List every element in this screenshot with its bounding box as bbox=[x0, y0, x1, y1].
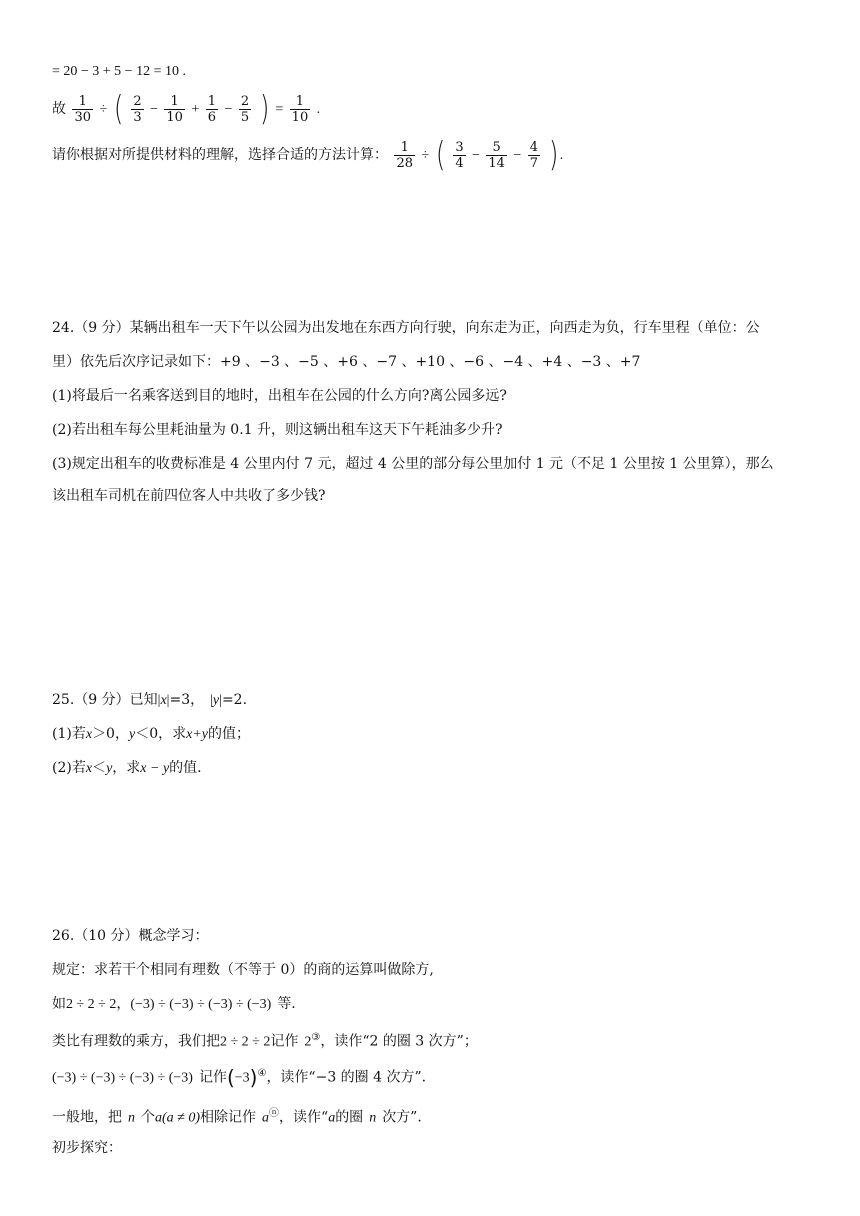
q26-rule: 规定：求若干个相同有理数（不等于 0）的商的运算叫做除方, bbox=[52, 962, 434, 978]
q25-head: 25.（9 分）已知|x|=3， |y|=2. bbox=[52, 692, 248, 708]
q24-line2: 里）依先后次序记录如下：+9 、−3 、−5 、+6 、−7 、+10 、−6 、−4 、+4 、−3 、+7 bbox=[52, 354, 641, 370]
fraction: $\frac{5}{14}$ bbox=[488, 139, 505, 171]
q24-sub2: (2)若出租车每公里耗油量为 0.1 升，则这辆出租车这天下午耗油多少升? bbox=[52, 422, 503, 438]
task-line: 请你根据对所提供材料的理解，选择合适的方法计算： $\frac{1}{28}$ ÷ ( $\frac{3}{4}$ − $\frac{5}{14}$ − $\frac{4}{7}$ ) . bbox=[52, 135, 564, 175]
q24-line1: 24.（9 分）某辆出租车一天下午以公园为出发地在东西方向行驶，向东走为正，向西走为负，行车里程（单位：公 bbox=[52, 320, 760, 336]
q25-sub2: (2)若x＜y，求x − y的值. bbox=[52, 760, 202, 776]
q26-explore: 初步探究： bbox=[52, 1140, 122, 1156]
q26-negative: (−3) ÷ (−3) ÷ (−3) ÷ (−3) 记作(−3)④，读作“−3 的圈 4 次方”. bbox=[52, 1065, 427, 1090]
fraction: $\frac{4}{7}$ bbox=[529, 139, 539, 171]
conclusion-line: 故 $\frac{1}{30}$ ÷ ( $\frac{2}{3}$ − $\frac{1}{10}$ + $\frac{1}{6}$ − $\frac{2}{5}$ ) = $\frac{1}{10}$ . bbox=[52, 89, 321, 129]
calc-line: = 20 − 3 + 5 − 12 = 10 . bbox=[52, 64, 186, 79]
q26-analogy: 类比有理数的乘方，我们把2 ÷ 2 ÷ 2记作 2③，读作“2 的圈 3 次方”； bbox=[52, 1032, 478, 1050]
fraction: $\frac{3}{4}$ bbox=[455, 139, 464, 171]
q24-sub1: (1)将最后一名乘客送到目的地时，出租车在公园的什么方向?离公园多远? bbox=[52, 388, 507, 404]
q26-general: 一般地，把 n 个a(a ≠ 0)相除记作 aⓝ，读作“a的圈 n 次方”. bbox=[52, 1108, 422, 1126]
q24-sub3a: (3)规定出租车的收费标准是 4 公里内付 7 元，超过 4 公里的部分每公里加付 1 元（不足 1 公里按 1 公里算），那么 bbox=[52, 456, 774, 472]
task-text: 请你根据对所提供材料的理解，选择合适的方法计算： bbox=[52, 147, 388, 163]
fraction: $\frac{1}{30}$ bbox=[74, 93, 91, 125]
fraction: $\frac{2}{3}$ bbox=[133, 93, 142, 125]
q26-head: 26.（10 分）概念学习： bbox=[52, 928, 209, 944]
fraction: $\frac{1}{10}$ bbox=[291, 93, 309, 125]
conclusion-prefix: 故 bbox=[52, 101, 66, 117]
q24-sub3b: 该出租车司机在前四位客人中共收了多少钱? bbox=[52, 488, 326, 504]
q26-example: 如2 ÷ 2 ÷ 2，(−3) ÷ (−3) ÷ (−3) ÷ (−3) 等. bbox=[52, 996, 296, 1012]
fraction: $\frac{1}{10}$ bbox=[166, 93, 183, 125]
fraction: $\frac{2}{5}$ bbox=[240, 93, 250, 125]
fraction: $\frac{1}{6}$ bbox=[207, 93, 217, 125]
fraction: $\frac{1}{28}$ bbox=[396, 139, 413, 171]
q25-sub1: (1)若x＞0，y＜0，求x+y的值； bbox=[52, 726, 250, 742]
